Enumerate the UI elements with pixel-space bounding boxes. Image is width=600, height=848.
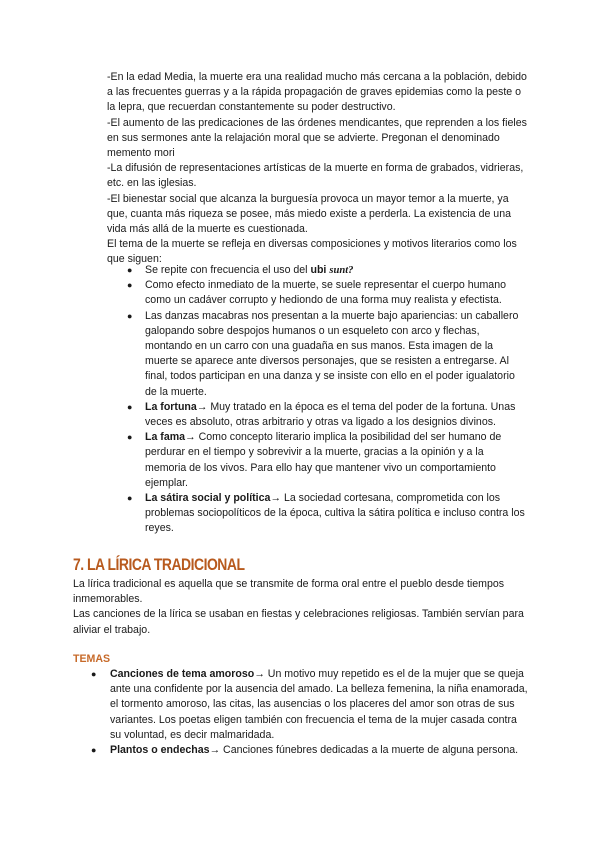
list-item [127, 263, 527, 278]
list-item [91, 667, 528, 743]
bullet-icon: ● [127, 265, 133, 275]
bullet-icon: ● [127, 493, 133, 504]
section-paragraph-2: Las canciones de la lírica se usaban en fiestas y celebraciones religiosas. También servían para aliviar el trabajo. [73, 608, 524, 636]
bullet-icon: ● [127, 401, 133, 412]
motif-text: La sociedad cortesana, comprometida con los problemas sociopolíticos de la época, cultiva la sátira política e incluso contra los reyes. [145, 492, 525, 535]
list-item [127, 309, 527, 400]
motif-text: Muy tratado en la época es el tema del poder de la fortuna. Unas veces es absoluto, otras arbitrario y otras va ligado a los designios divinos. [145, 400, 516, 429]
list-item [127, 278, 527, 308]
motif-emphasis-italic: sunt? [329, 265, 354, 276]
arrow-icon: → [209, 744, 221, 757]
bullet-icon: ● [127, 310, 133, 321]
motif-text: Como concepto literario implica la posibilidad del ser humano de perdurar en el tiempo y sobrevivir a la muerte, gracias a la opinión y a la memoria de los vivos. Para ello hay que mantener vivo un comportamiento ejemplar. [145, 431, 502, 489]
arrow-icon: → [254, 668, 265, 680]
list-item [127, 430, 527, 491]
arrow-icon: → [196, 400, 208, 413]
motif-emphasis: ubi [310, 264, 327, 276]
bullet-icon: ● [91, 745, 97, 756]
arrow-icon: → [270, 492, 282, 505]
bullet-icon: ● [91, 669, 97, 679]
motif-text: Se repite con frecuencia el uso del [145, 264, 311, 276]
section-paragraph-1: La lírica tradicional es aquella que se transmite de forma oral entre el pueblo desde tiempos inmemorables. [73, 578, 505, 606]
bullet-icon: ● [127, 280, 133, 291]
motif-text: Las danzas macabras nos presentan a la muerte bajo apariencias: un caballero galopando sobre despojos humanos o un esqueleto con arco y flechas, montando en un carro con una guadaña en sus manos. Esta imagen de la muerte se aparece ante diversos personajes, que se resisten a entregarse. Al final, todos participan en una danza y se insiste con ello en el poder igualatorio de la muerte. [145, 309, 519, 398]
motif-text: Como efecto inmediato de la muerte, se suele representar el cuerpo humano como un cadáver corrupto y hediondo de una forma muy realista y efectista. [145, 279, 506, 307]
intro-paragraph-1: -En la edad Media, la muerte era una realidad mucho más cercana a la población, debido a las frecuentes guerras y a la rápida propagación de graves epidemias como la peste o la lepra, que recuerdan constantemente su poder destructivo. [107, 71, 527, 114]
section-intro [73, 577, 528, 638]
tema-term: Plantos o endechas [110, 744, 210, 757]
intro-text [107, 70, 527, 268]
temas-list [91, 667, 528, 758]
section-heading: 7. LA LÍRICA TRADICIONAL [73, 555, 245, 574]
intro-paragraph-2: -El aumento de las predicaciones de las órdenes mendicantes, que reprenden a los fieles en sus sermones ante la relajación moral que se advierte. Pregonan el denominado memento mori [107, 116, 527, 160]
motif-term: La sátira social y política [145, 492, 271, 505]
bullet-icon: ● [127, 432, 133, 443]
motifs-list [127, 263, 527, 537]
motif-term: La fama [145, 431, 186, 444]
motif-term: La fortuna [145, 400, 197, 413]
arrow-icon: → [185, 431, 196, 444]
temas-subheading: TEMAS [73, 653, 111, 665]
list-item [91, 743, 528, 758]
tema-text: Canciones fúnebres dedicadas a la muerte de alguna persona. [220, 744, 519, 757]
list-item [127, 491, 527, 537]
tema-term: Canciones de tema amoroso [110, 668, 255, 680]
intro-paragraph-5: El tema de la muerte se refleja en diversas composiciones y motivos literarios como los que siguen: [107, 238, 517, 266]
intro-paragraph-3: -La difusión de representaciones artísticas de la muerte en forma de grabados, vidrieras, etc. en las iglesias. [107, 162, 524, 190]
list-item [127, 400, 527, 430]
tema-text: Un motivo muy repetido es el de la mujer que se queja ante una confidente por la ausencia del amado. La belleza femenina, la niña enamorada, el tormento amoroso, las citas, las ausencias o los placeres del amor son otras de sus variantes. Los poetas eligen también con frecuencia el tema de la mujer casada contra su voluntad, es decir malmaridada. [110, 668, 528, 741]
intro-paragraph-4: -El bienestar social que alcanza la burguesía provoca un mayor temor a la muerte, ya que, cuanta más riqueza se posee, más miedo existe a perderla. La existencia de una vida más allá de la muerte es cuestionada. [107, 192, 511, 236]
